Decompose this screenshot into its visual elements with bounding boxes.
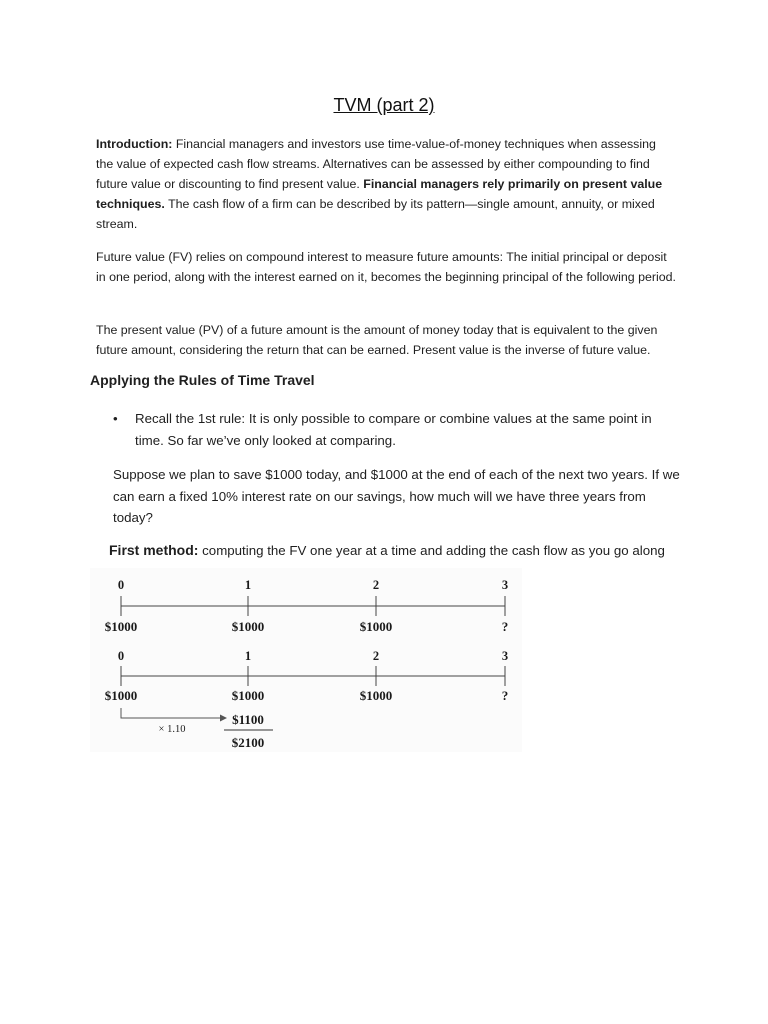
compounding-arrow-icon (220, 715, 227, 722)
t1-cashflow-1: $1000 (231, 619, 265, 634)
t1-cashflow-0: $1000 (104, 619, 138, 634)
t1-period-2: 2 (372, 578, 380, 592)
timeline-diagram (90, 568, 522, 752)
t1-cashflow-3: ? (501, 619, 509, 634)
intro-text-1: Financial managers and investors use time-value-of-money techniques when assessing the value of expected cash flow streams. Alternatives can be assessed by either compounding to find future value or discounting to find present value. (96, 137, 656, 191)
method-label: First method: (109, 542, 199, 558)
timeline-2 (105, 649, 509, 750)
sum-value: $2100 (231, 735, 265, 750)
t2-cashflow-2: $1000 (359, 688, 393, 703)
fv-paragraph: Future value (FV) relies on compound interest to measure future amounts: The initial principal or deposit in one period, along with the interest earned on it, becomes the beginning principal of the following period. (96, 250, 676, 284)
compounding-arrow-line (121, 708, 220, 718)
intro-bold-text: Financial managers rely primarily on present value techniques. (96, 177, 663, 211)
t1-cashflow-2: $1000 (359, 619, 393, 634)
t2-cashflow-0: $1000 (104, 688, 138, 703)
t2-period-2: 2 (372, 649, 380, 663)
bullet-text: Recall the 1st rule: It is only possible to compare or combine values at the same point in time. So far we’ve only looked at comparing. (135, 411, 652, 448)
compounded-value: $1100 (232, 712, 264, 727)
pv-paragraph: The present value (PV) of a future amount is the amount of money today that is equivalent to the given future amount, considering the return that can be earned. Present value is the inverse of future value. (96, 323, 658, 357)
t1-period-1: 1 (244, 578, 252, 592)
intro-paragraph (96, 134, 676, 234)
t2-cashflow-3: ? (501, 688, 509, 703)
question-paragraph: Suppose we plan to save $1000 today, and $1000 at the end of each of the next two years. If we can earn a fixed 10% interest rate on our savings, how much will we have three years from today? (113, 467, 680, 525)
timeline-svg (90, 568, 522, 752)
bullet-icon: • (113, 411, 118, 426)
t2-cashflow-1: $1000 (231, 688, 265, 703)
t2-period-0: 0 (117, 649, 125, 663)
intro-text-2: The cash flow of a firm can be described by its pattern—single amount, annuity, or mixed stream. (96, 197, 655, 231)
t2-period-3: 3 (501, 649, 509, 663)
t2-period-1: 1 (244, 649, 252, 663)
timeline-1 (105, 578, 509, 634)
section-heading: Applying the Rules of Time Travel (90, 372, 315, 388)
t1-period-3: 3 (501, 578, 509, 592)
multiplier-label: × 1.10 (158, 724, 186, 735)
page-title: TVM (part 2) (333, 95, 435, 115)
method-line (109, 542, 709, 558)
t1-period-0: 0 (117, 578, 125, 592)
method-text: computing the FV one year at a time and adding the cash flow as you go along (198, 543, 665, 558)
intro-label: Introduction: (96, 137, 173, 151)
